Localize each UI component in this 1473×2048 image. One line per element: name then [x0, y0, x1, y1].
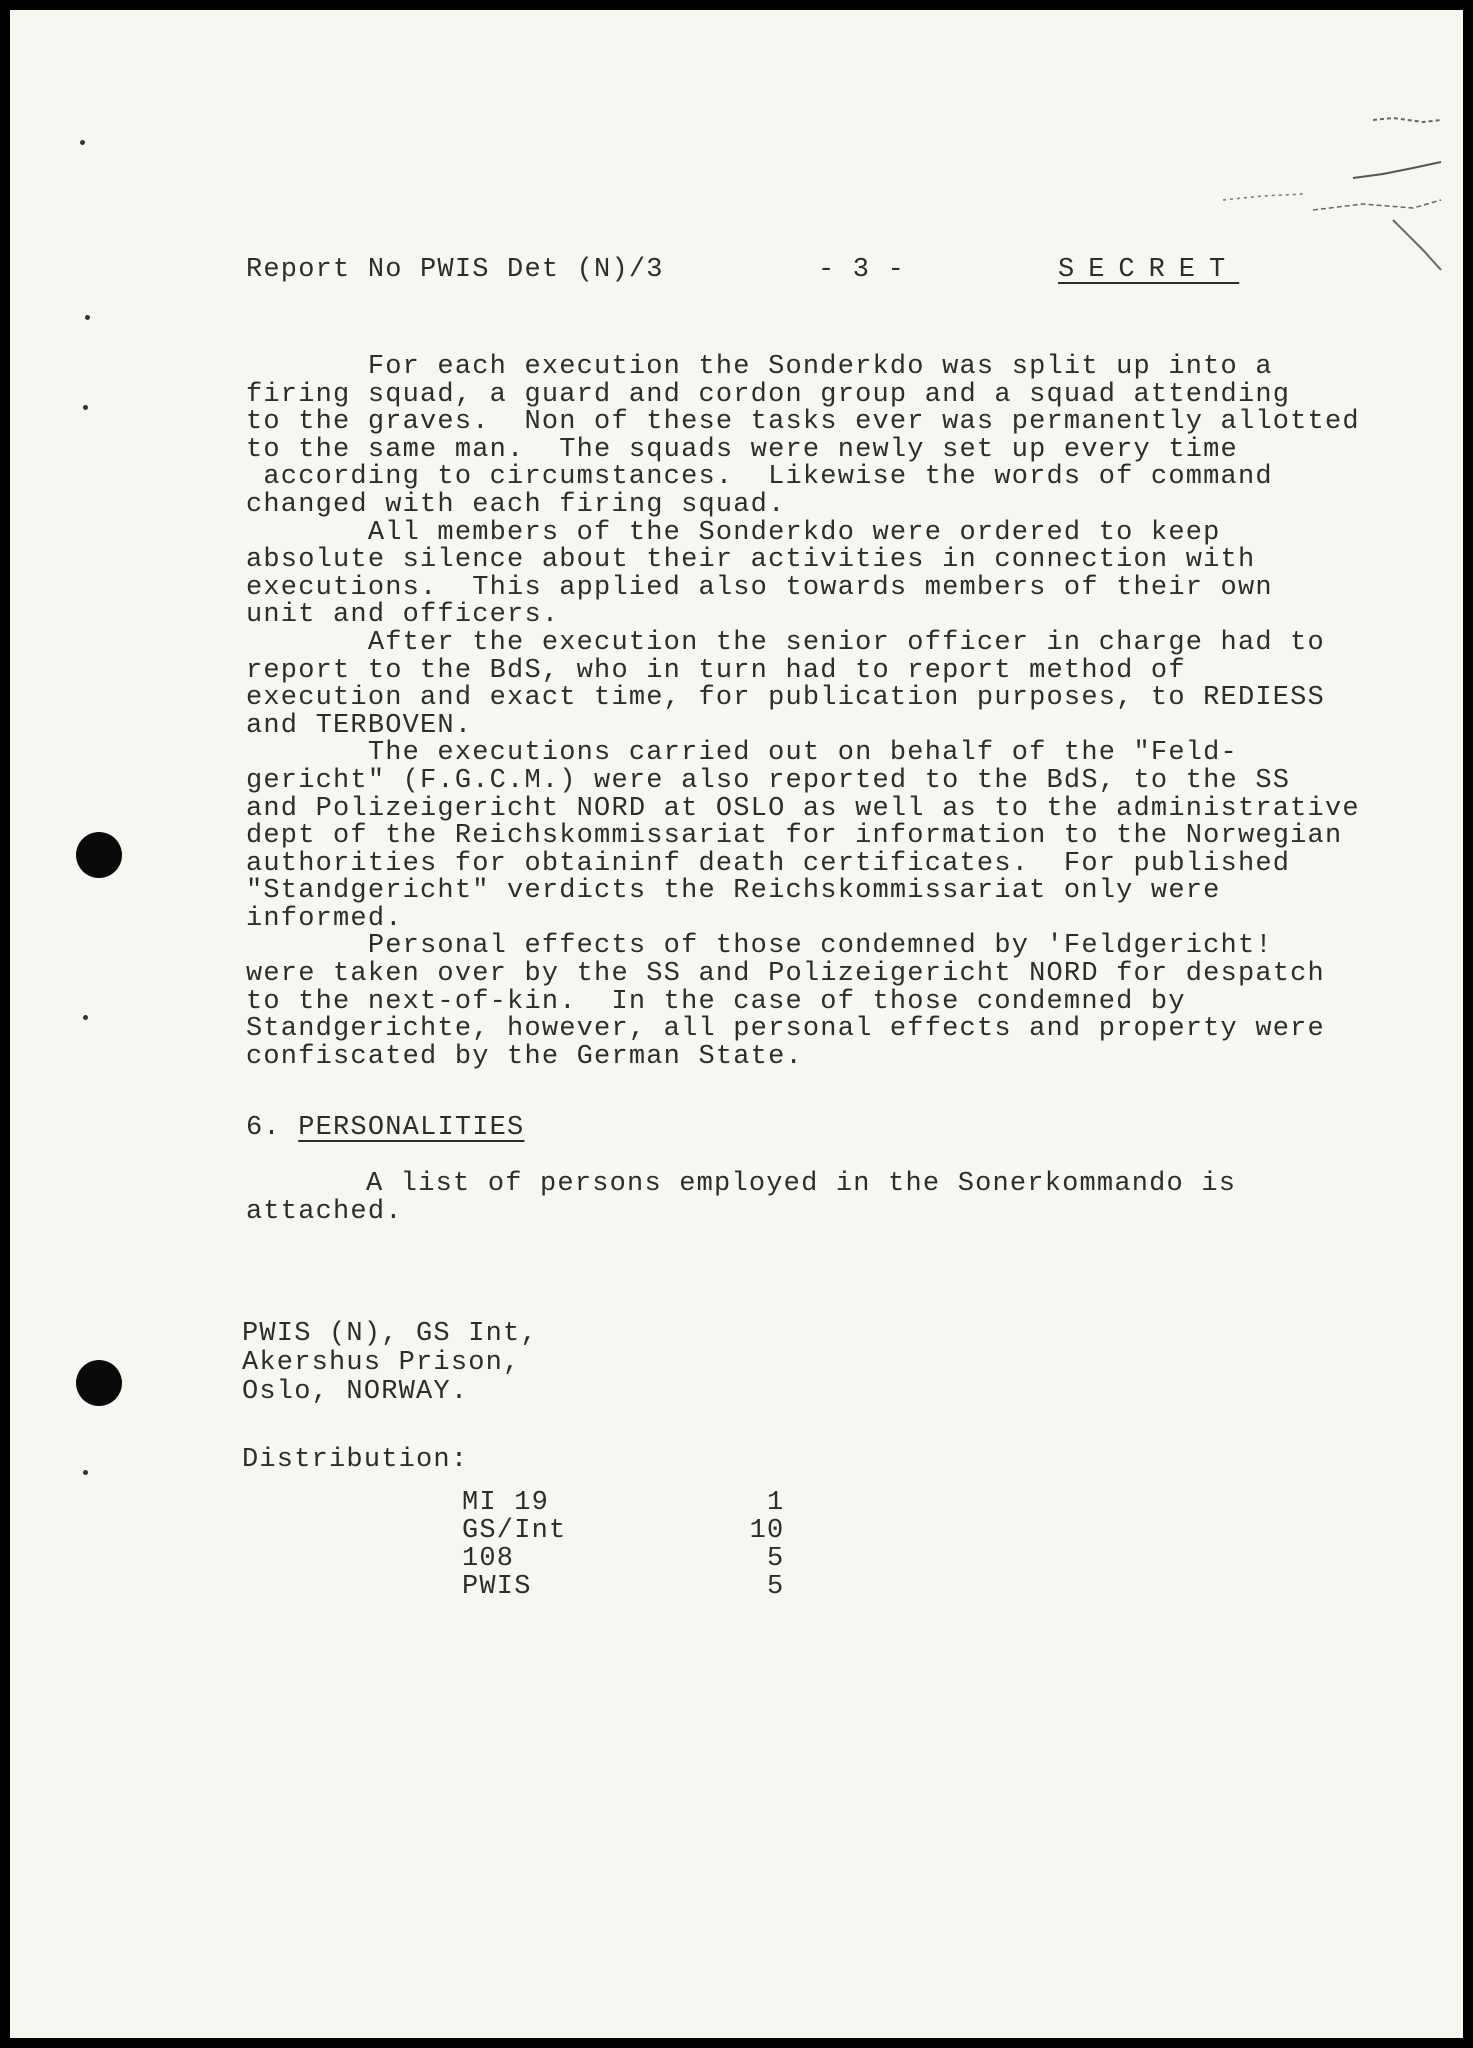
- body-line: unit and officers.: [246, 600, 560, 631]
- body-line: absolute silence about their activities in connection with: [246, 545, 1256, 576]
- distribution-unit: GS/Int: [462, 1516, 567, 1546]
- body-line: Personal effects of those condemned by 'Feldgericht!: [246, 931, 1273, 962]
- body-line: The executions carried out on behalf of the "Feld-: [246, 738, 1238, 769]
- document-page: [10, 10, 1463, 2038]
- body-line: report to the BdS, who in turn had to report method of: [246, 655, 1186, 686]
- body-line: After the execution the senior officer in charge had to: [246, 627, 1325, 658]
- body-line: to the graves. Non of these tasks ever was permanently allotted: [246, 407, 1360, 438]
- address-line: Akershus Prison,: [242, 1348, 521, 1378]
- section-number: 6.: [246, 1113, 299, 1143]
- body-line: For each execution the Sonderkdo was split up into a: [246, 352, 1273, 382]
- distribution-unit: MI 19: [462, 1488, 550, 1518]
- margin-dot: [83, 1470, 88, 1475]
- body-line: according to circumstances. Likewise the words of command: [246, 462, 1273, 493]
- section-text-line: A list of persons employed in the Sonerkommando is: [366, 1169, 1237, 1199]
- distribution-row: [462, 1544, 785, 1574]
- page-number: - 3 -: [818, 255, 906, 285]
- distribution-unit: PWIS: [462, 1572, 532, 1602]
- body-line: to the next-of-kin. In the case of those condemned by: [246, 986, 1186, 1017]
- report-number: Report No PWIS Det (N)/3: [246, 255, 664, 285]
- margin-dot: [85, 315, 90, 320]
- distribution-list: [462, 1488, 785, 1602]
- body-line: "Standgericht" verdicts the Reichskommissariat only were: [246, 876, 1221, 907]
- distribution-count: 5: [767, 1544, 785, 1574]
- distribution-row: [462, 1516, 785, 1546]
- punch-hole: [76, 1360, 122, 1406]
- margin-dot: [83, 1015, 88, 1020]
- address-line: Oslo, NORWAY.: [242, 1377, 469, 1407]
- distribution-label: Distribution:: [242, 1445, 469, 1475]
- distribution-row: [462, 1572, 785, 1602]
- body-text: [246, 354, 1376, 1071]
- distribution-unit: 108: [462, 1544, 515, 1574]
- body-line: firing squad, a guard and cordon group and a squad attending: [246, 379, 1291, 410]
- classification-label: SECRET: [1058, 255, 1240, 285]
- distribution-row: [462, 1488, 785, 1518]
- section-heading: [246, 1114, 524, 1142]
- body-line: were taken over by the SS and Polizeigericht NORD for despatch: [246, 959, 1325, 990]
- body-line: dept of the Reichskommissariat for information to the Norwegian: [246, 821, 1343, 852]
- body-line: All members of the Sonderkdo were ordered to keep: [246, 517, 1221, 548]
- body-line: gericht" (F.G.C.M.) were also reported to the BdS, to the SS: [246, 765, 1291, 796]
- body-line: and TERBOVEN.: [246, 710, 473, 741]
- body-line: execution and exact time, for publication purposes, to REDIESS: [246, 683, 1325, 714]
- body-line: to the same man. The squads were newly set up every time: [246, 434, 1238, 465]
- punch-hole: [76, 832, 122, 878]
- body-line: Standgerichte, however, all personal effects and property were: [246, 1014, 1325, 1045]
- distribution-count: 1: [767, 1488, 785, 1518]
- section-text-line: attached.: [246, 1197, 403, 1227]
- margin-dot: [83, 405, 88, 410]
- body-line: and Polizeigericht NORD at OSLO as well as to the administrative: [246, 793, 1360, 824]
- body-line: informed.: [246, 903, 403, 934]
- distribution-count: 5: [767, 1572, 785, 1602]
- body-line: authorities for obtaininf death certificates. For published: [246, 848, 1291, 879]
- body-line: executions. This applied also towards members of their own: [246, 572, 1273, 603]
- body-line: confiscated by the German State.: [246, 1041, 803, 1072]
- distribution-count: 10: [749, 1516, 785, 1546]
- sender-address: [242, 1320, 538, 1407]
- address-line: PWIS (N), GS Int,: [242, 1319, 538, 1349]
- section-title: PERSONALITIES: [298, 1113, 525, 1143]
- body-line: changed with each firing squad.: [246, 489, 786, 520]
- margin-dot: [80, 140, 85, 145]
